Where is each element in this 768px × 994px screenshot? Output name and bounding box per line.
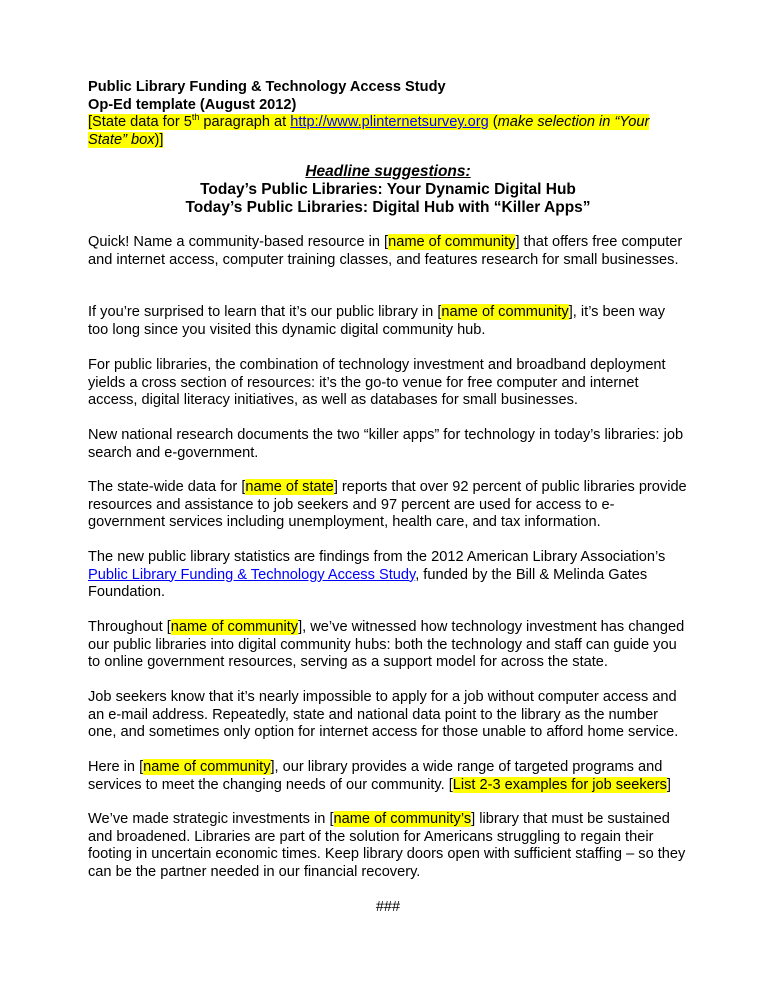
paragraph-1: [88, 234, 688, 269]
placeholder-state: name of state: [245, 479, 334, 495]
p5-text-b: ] reports that over 92 percent of public libraries provide resources and assistance to job seekers and 97 percent are used for access to e-government services including unemployment, health care, and tax information.: [88, 479, 687, 531]
p6-text: The new public library statistics are findings from the 2012 American Library Association’s: [88, 549, 666, 565]
p1-text: Quick! Name a community-based resource in [: [88, 234, 389, 250]
placeholder-community: name of community: [441, 304, 569, 320]
note-superscript: th: [191, 112, 200, 123]
paragraph-2: [88, 304, 688, 339]
note-end: )]: [154, 131, 164, 148]
paragraph-10: [88, 811, 688, 881]
placeholder-community: name of community: [170, 619, 299, 635]
placeholder-community-possessive: name of community’s: [333, 811, 472, 827]
paragraph-7: [88, 619, 688, 672]
note-paren: (: [488, 114, 498, 131]
note-italic: make selection in “Your State” box: [88, 114, 650, 148]
paragraph-6: [88, 549, 688, 602]
placeholder-community: name of community: [388, 234, 516, 250]
p7-text-b: ], we’ve witnessed how technology investment has changed our public libraries into digital community hubs: both the technology and staff can guide you to online government resources, serving as a support model for across the state.: [88, 619, 685, 671]
p2-text-b: ], it’s been way too long since you visited this dynamic digital community hub.: [88, 304, 665, 338]
study-link[interactable]: Public Library Funding & Technology Access Study: [88, 566, 416, 583]
headline-2: Today’s Public Libraries: Digital Hub with “Killer Apps”: [185, 199, 591, 216]
p10-text: We’ve made strategic investments in [: [88, 811, 334, 827]
p9-text: Here in [: [88, 759, 144, 775]
p1-text-b: ] that offers free computer and internet access, computer training classes, and features research for small businesses.: [88, 234, 683, 268]
headline-suggestions: [88, 163, 688, 217]
headline-label: Headline suggestions:: [305, 163, 471, 180]
p9-text-b: ], our library provides a wide range of targeted programs and services to meet the changing needs of our community. [: [88, 759, 663, 793]
document-subtitle: Op-Ed template (August 2012): [88, 96, 297, 113]
p9-text-c: ]: [666, 776, 671, 793]
note-text: [State data for 5: [88, 114, 192, 131]
p6-text-b: , funded by the Bill & Melinda Gates Foundation.: [88, 566, 648, 601]
paragraph-5: [88, 479, 688, 532]
end-mark: ###: [375, 899, 401, 915]
paragraph-4: New national research documents the two “killer apps” for technology in today’s libraries: job search and e-government.: [88, 427, 684, 461]
p10-text-b: ] library that must be sustained and broadened. Libraries are part of the solution for Americans struggling to regain their footing in uncertain economic times. Keep library doors open with sufficient staffing – so they can be the partner needed in our financial recovery.: [88, 811, 686, 880]
note-text-mid: paragraph at: [199, 114, 291, 131]
p7-text: Throughout [: [88, 619, 171, 635]
placeholder-examples: List 2-3 examples for job seekers: [452, 776, 667, 793]
p5-text: The state-wide data for [: [88, 479, 246, 495]
placeholder-community: name of community: [143, 759, 271, 775]
p2-text: If you’re surprised to learn that it’s our public library in [: [88, 304, 442, 320]
paragraph-3: For public libraries, the combination of technology investment and broadband deployment yields a cross section of resources: it’s the go-to venue for free computer and internet access, digital literacy initiatives, as well as databases for small businesses.: [88, 357, 666, 409]
paragraph-9: [88, 759, 688, 794]
headline-1: Today’s Public Libraries: Your Dynamic Digital Hub: [200, 181, 576, 198]
state-data-note: [88, 114, 688, 149]
document-title: Public Library Funding & Technology Access Study: [88, 79, 446, 95]
paragraph-8: Job seekers know that it’s nearly impossible to apply for a job without computer access and an e-mail address. Repeatedly, state and national data point to the library as the number one, and sometimes only option for internet access for those unable to afford home service.: [88, 689, 679, 741]
plinternetsurvey-link[interactable]: http://www.plinternetsurvey.org: [290, 114, 489, 131]
document-header: [88, 79, 688, 149]
